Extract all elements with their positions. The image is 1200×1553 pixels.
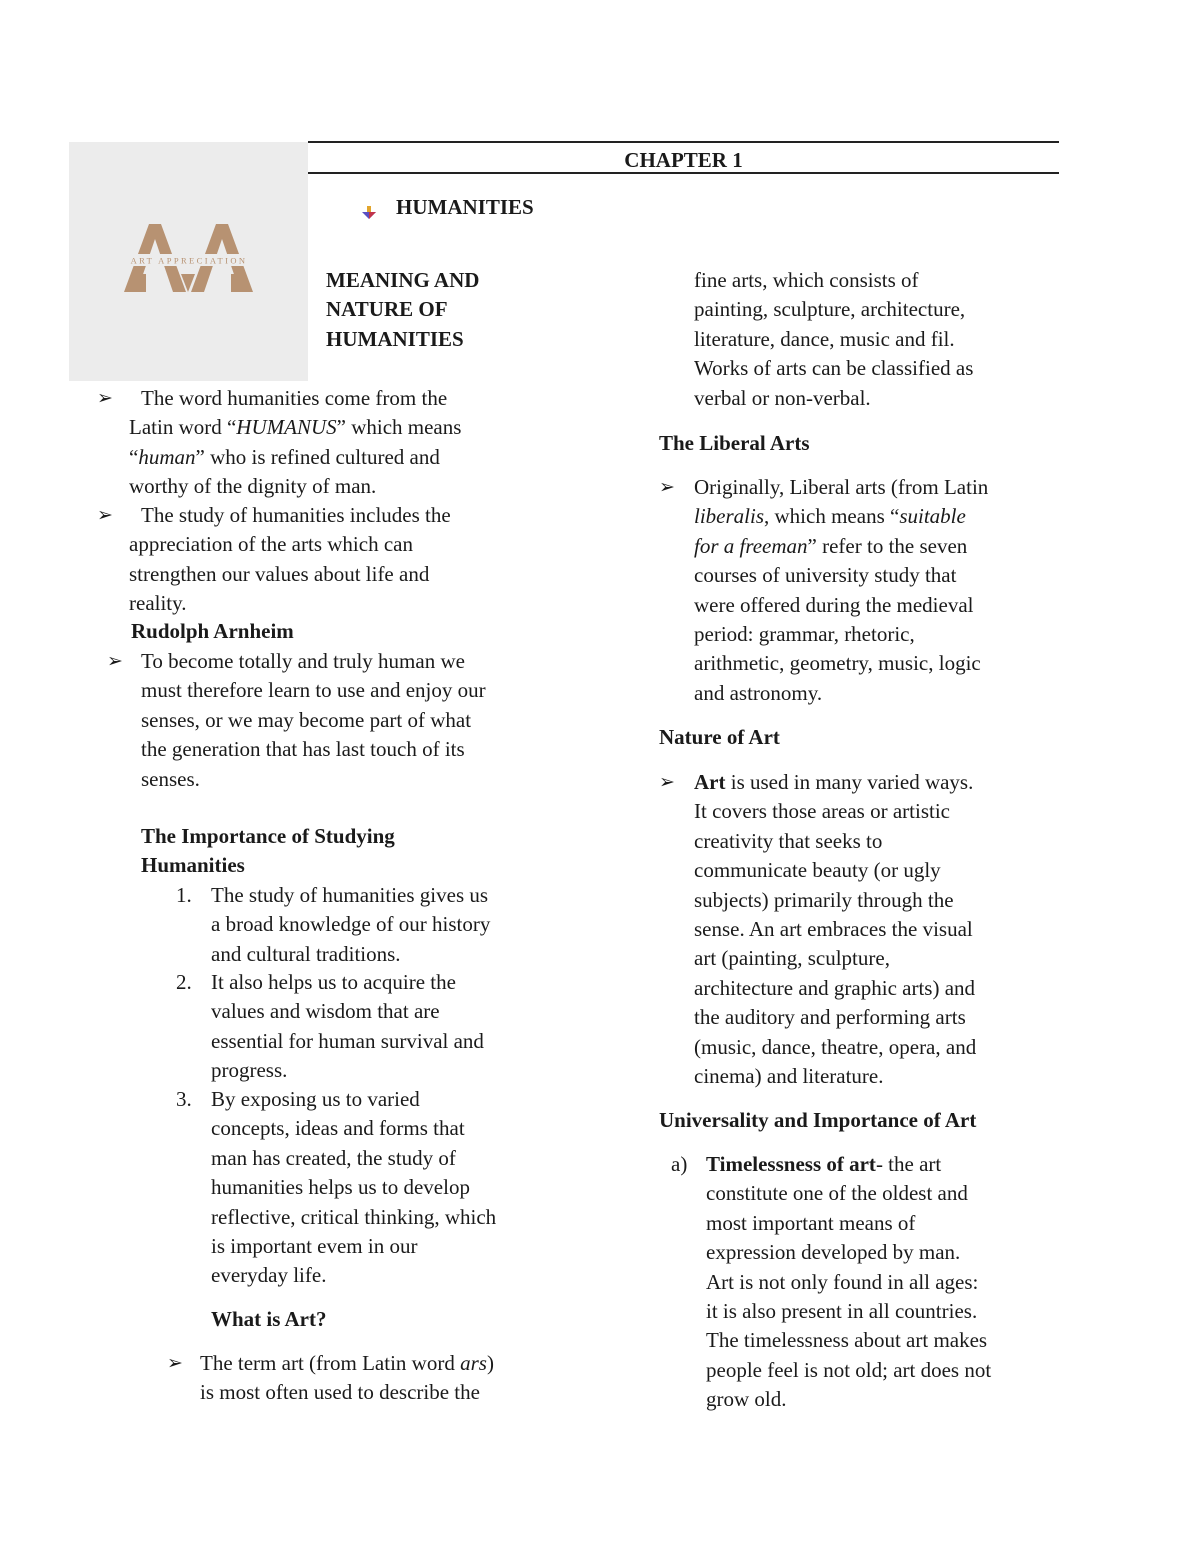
text-line: everyday life. <box>211 1263 327 1288</box>
text-line: is most often used to describe the <box>200 1380 480 1405</box>
text-line: “human” who is refined cultured and <box>129 444 440 469</box>
bullet-study-humanities <box>129 501 451 619</box>
topic-title: HUMANITIES <box>396 195 534 219</box>
text-line: a broad knowledge of our history <box>211 912 491 937</box>
bullet-term-art <box>200 1349 494 1408</box>
list-number: 2. <box>176 970 192 994</box>
text-line: (music, dance, theatre, opera, and <box>694 1034 977 1059</box>
bullet-arrow-icon: ➢ <box>167 1353 183 1374</box>
text-line: senses. <box>141 766 200 791</box>
list-item <box>211 1085 496 1291</box>
text-line: Originally, Liberal arts (from Latin <box>694 475 989 499</box>
text-line: subjects) primarily through the <box>694 887 954 912</box>
text-line: cinema) and literature. <box>694 1064 884 1089</box>
bullet-arrow-icon: ➢ <box>97 388 113 409</box>
text-line: it is also present in all countries. <box>706 1299 978 1324</box>
text-line: liberalis, which means “suitable <box>694 504 966 529</box>
text-line: and astronomy. <box>694 680 823 705</box>
logo-wordmark: ART APPRECIATION <box>130 255 248 266</box>
heading-line: HUMANITIES <box>326 326 464 351</box>
text-line: The study of humanities gives us <box>211 883 489 907</box>
text-line: art (painting, sculpture, <box>694 946 890 971</box>
text-line: the generation that has last touch of its <box>141 737 465 762</box>
text-line: humanities helps us to develop <box>211 1175 470 1200</box>
section-heading-meaning <box>326 266 479 354</box>
text-line: communicate beauty (or ugly <box>694 858 941 883</box>
text-line: progress. <box>211 1058 288 1083</box>
text-line: Latin word “HUMANUS” which means <box>129 415 462 440</box>
bullet-liberal-arts <box>694 473 988 708</box>
text-line: It covers those areas or artistic <box>694 799 950 824</box>
text-line: arithmetic, geometry, music, logic <box>694 651 981 676</box>
heading-line: Humanities <box>141 853 245 878</box>
section-heading-nature-of-art: Nature of Art <box>659 725 780 749</box>
text-line: fine arts, which consists of <box>694 268 919 292</box>
text-line: expression developed by man. <box>706 1240 961 1265</box>
text-line: worthy of the dignity of man. <box>129 474 377 499</box>
text-line: The timelessness about art makes <box>706 1328 988 1353</box>
text-line: verbal or non-verbal. <box>694 385 871 410</box>
text-line: concepts, ideas and forms that <box>211 1116 465 1141</box>
text-line: To become totally and truly human we <box>141 649 465 673</box>
heading-line: NATURE OF <box>326 297 448 322</box>
text-line: reflective, critical thinking, which <box>211 1204 497 1229</box>
header-bottom-rule <box>308 172 1059 174</box>
text-line: man has created, the study of <box>211 1145 456 1170</box>
text-line: constitute one of the oldest and <box>706 1181 968 1206</box>
heading-line: The Importance of Studying <box>141 824 395 848</box>
text-line: senses, or we may become part of what <box>141 707 472 732</box>
text-line: painting, sculpture, architecture, <box>694 297 966 322</box>
text-line: sense. An art embraces the visual <box>694 917 973 942</box>
text-line: period: grammar, rhetoric, <box>694 622 915 647</box>
text-line: the auditory and performing arts <box>694 1005 966 1030</box>
text-line: and cultural traditions. <box>211 941 401 966</box>
art-appreciation-logo-icon <box>69 142 308 381</box>
text-line: reality. <box>129 591 187 616</box>
bullet-arrow-icon: ➢ <box>659 772 675 793</box>
bullet-arnheim-quote <box>141 647 486 794</box>
text-line: most important means of <box>706 1210 916 1235</box>
list-number: 1. <box>176 883 192 907</box>
list-item <box>211 968 484 1086</box>
bullet-humanities-origin <box>129 384 461 502</box>
bullet-arrow-icon: ➢ <box>659 477 675 498</box>
fine-arts-continuation <box>694 266 973 413</box>
text-line: must therefore learn to use and enjoy our <box>141 678 486 703</box>
text-line: grow old. <box>706 1387 787 1412</box>
text-line: architecture and graphic arts) and <box>694 975 976 1000</box>
heading-line: MEANING AND <box>326 268 480 292</box>
text-line: strengthen our values about life and <box>129 561 430 586</box>
chapter-title: CHAPTER 1 <box>624 148 743 172</box>
list-item <box>211 881 490 969</box>
text-line: for a freeman” refer to the seven <box>694 533 968 558</box>
timelessness-item <box>706 1150 991 1415</box>
bullet-arrow-icon: ➢ <box>107 651 123 672</box>
text-line: The word humanities come from the <box>141 386 448 410</box>
text-line: Timelessness of art- the art <box>706 1152 942 1176</box>
text-line: values and wisdom that are <box>211 999 440 1024</box>
text-line: courses of university study that <box>694 563 957 588</box>
header-top-rule <box>308 141 1059 143</box>
text-line: creativity that seeks to <box>694 828 883 853</box>
text-line: essential for human survival and <box>211 1028 484 1053</box>
text-line: The study of humanities includes the <box>141 503 451 527</box>
text-line: were offered during the medieval <box>694 592 974 617</box>
list-number: 3. <box>176 1087 192 1111</box>
text-line: people feel is not old; art does not <box>706 1357 992 1382</box>
logo <box>69 142 308 381</box>
text-line: By exposing us to varied <box>211 1087 420 1111</box>
section-heading-importance <box>141 822 395 881</box>
text-line: literature, dance, music and fil. <box>694 326 955 351</box>
down-arrow-icon <box>361 199 377 215</box>
text-line: Art is used in many varied ways. <box>694 770 974 794</box>
section-heading-liberal-arts: The Liberal Arts <box>659 431 810 455</box>
text-line: is important evem in our <box>211 1234 418 1259</box>
bullet-nature-of-art <box>694 768 976 1091</box>
text-line: Works of arts can be classified as <box>694 356 974 381</box>
text-line: It also helps us to acquire the <box>211 970 456 994</box>
section-heading-universality: Universality and Importance of Art <box>659 1108 977 1132</box>
section-heading-what-is-art: What is Art? <box>211 1307 327 1331</box>
bullet-arrow-icon: ➢ <box>97 505 113 526</box>
text-line: appreciation of the arts which can <box>129 532 413 557</box>
text-line: Art is not only found in all ages: <box>706 1269 979 1294</box>
text-line: The term art (from Latin word ars) <box>200 1351 494 1375</box>
list-label: a) <box>671 1152 688 1176</box>
arnheim-name: Rudolph Arnheim <box>131 619 294 643</box>
